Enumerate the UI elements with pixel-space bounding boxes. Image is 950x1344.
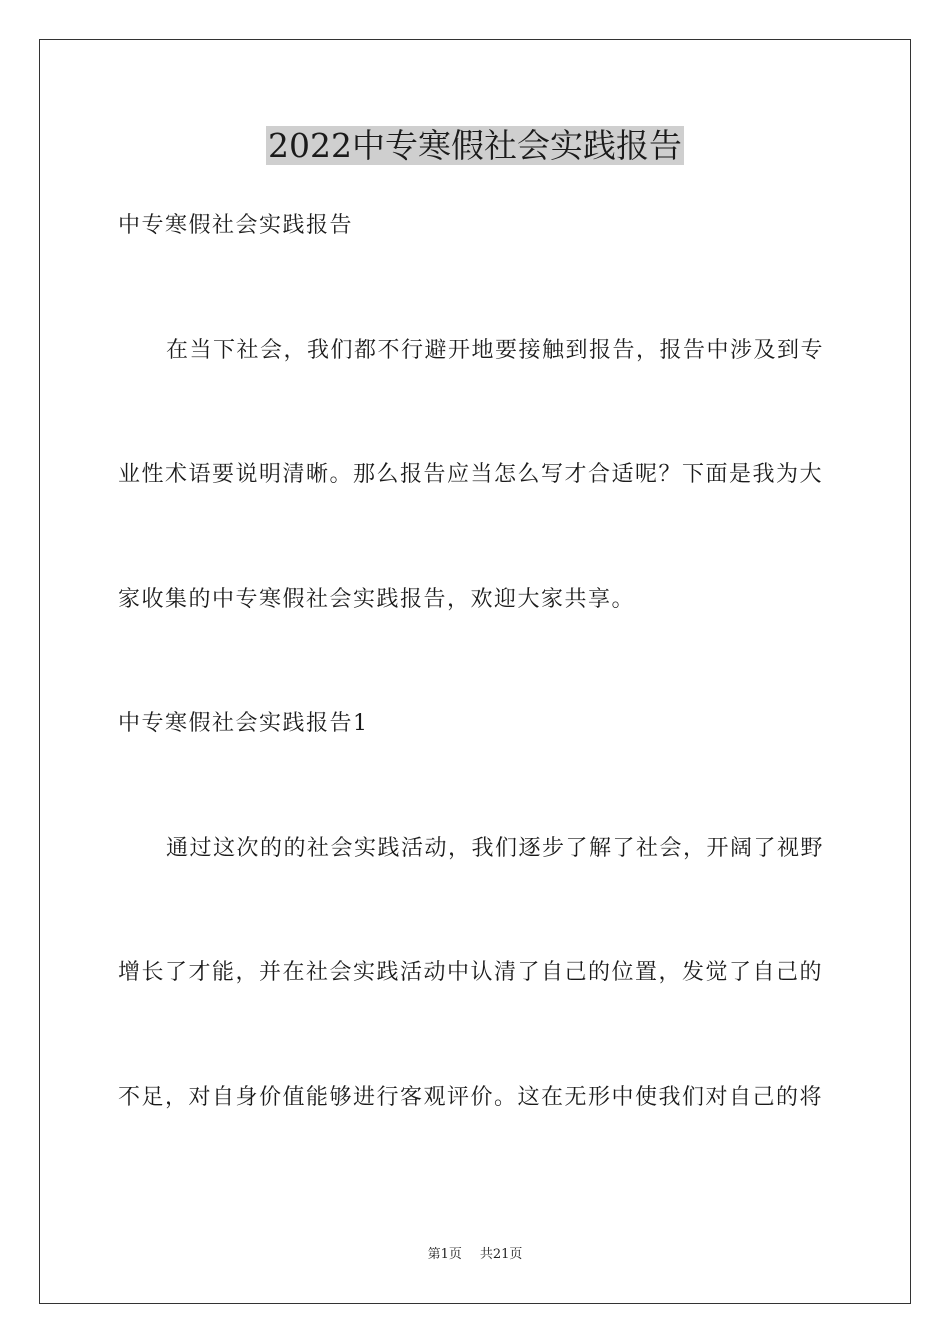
paragraph-line: 家收集的中专寒假社会实践报告，欢迎大家共享。 [118, 587, 636, 612]
page-number: 第1页 [427, 1247, 462, 1262]
paragraph-line: 不足，对自身价值能够进行客观评价。这在无形中使我们对自己的将 [118, 1085, 824, 1110]
subtitle-line: 中专寒假社会实践报告 [118, 213, 354, 238]
document-title-text: 2022中专寒假社会实践报告 [268, 126, 682, 165]
section-heading: 中专寒假社会实践报告1 [118, 711, 369, 736]
paragraph-line: 业性术语要说明清晰。那么报告应当怎么写才合适呢？下面是我为大 [118, 462, 824, 487]
paragraph-line: 在当下社会，我们都不行避开地要接触到报告，报告中涉及到专 [166, 338, 825, 363]
page-total: 共21页 [479, 1247, 523, 1262]
paragraph-line: 通过这次的的社会实践活动，我们逐步了解了社会，开阔了视野 [166, 836, 825, 861]
document-title [0, 122, 950, 170]
page-footer [0, 1246, 950, 1264]
paragraph-line: 增长了才能，并在社会实践活动中认清了自己的位置，发觉了自己的 [118, 960, 824, 985]
